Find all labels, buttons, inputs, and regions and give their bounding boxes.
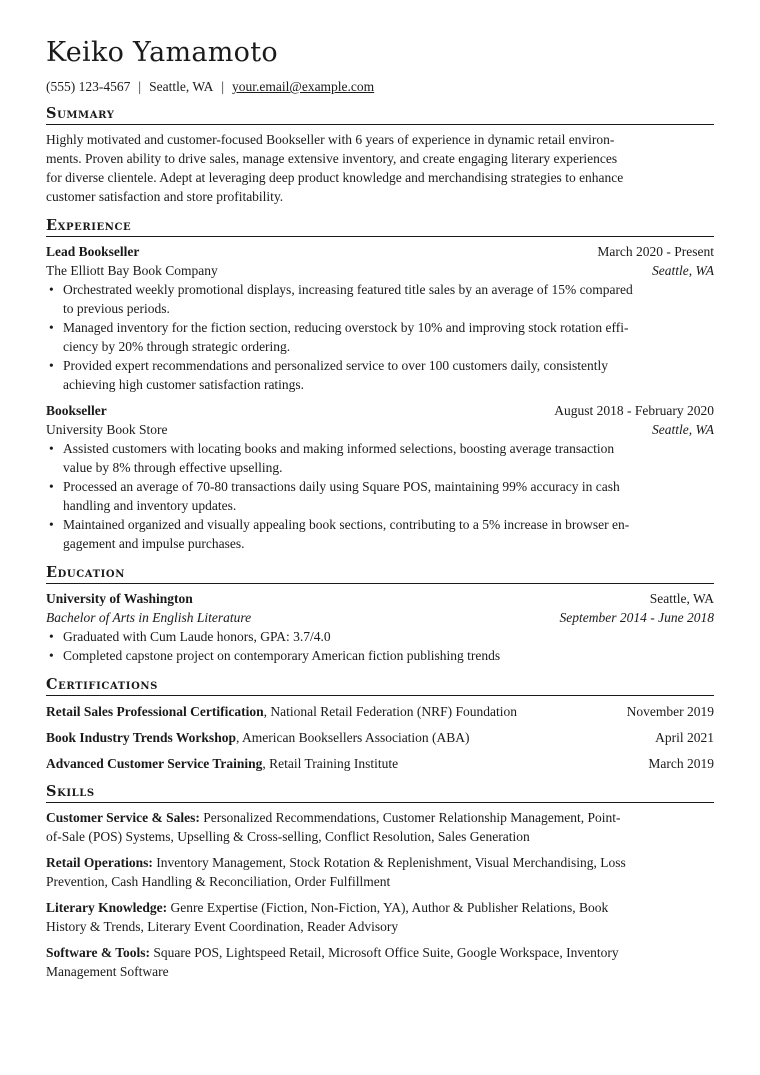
resume-page <box>46 36 714 981</box>
bullet-line: handling and inventory updates. <box>63 498 237 513</box>
phone: (555) 123-4567 <box>46 79 131 94</box>
skill-group <box>46 898 714 936</box>
job-location: Seattle, WA <box>651 422 714 437</box>
summary-text <box>46 130 714 206</box>
certification-date: November 2019 <box>626 704 714 719</box>
section-title-skills: Skills <box>46 783 714 803</box>
certification-item <box>46 702 714 721</box>
skill-label: Literary Knowledge: <box>46 900 168 915</box>
job-bullet <box>46 356 714 394</box>
bullet-glyph: • <box>49 479 54 494</box>
section-title-summary: Summary <box>46 105 714 125</box>
certification-item <box>46 754 714 773</box>
skill-text: Prevention, Cash Handling & Reconciliation, Order Fulfillment <box>46 874 391 889</box>
bullet-line: Maintained organized and visually appealing book sections, contributing to a 5% increase in browser en- <box>63 517 630 532</box>
certification-date: March 2019 <box>648 756 714 771</box>
summary-line: ments. Proven ability to drive sales, manage extensive inventory, and create engaging literary experiences <box>46 151 618 166</box>
job-role: Bookseller <box>46 403 107 418</box>
bullet-glyph: • <box>49 629 54 644</box>
skill-group <box>46 808 714 846</box>
certification-org: , National Retail Federation (NRF) Foundation <box>263 704 518 719</box>
summary-line: for diverse clientele. Adept at leveraging deep product knowledge and merchandising strategies to enhance <box>46 170 624 185</box>
certification-date: April 2021 <box>655 730 714 745</box>
job-bullet <box>46 477 714 515</box>
summary-section <box>46 105 714 206</box>
job-bullet <box>46 439 714 477</box>
skill-text: Management Software <box>46 964 169 979</box>
contact-separator: | <box>138 79 142 94</box>
bullet-line: Assisted customers with locating books and making informed selections, boosting average transaction <box>63 441 615 456</box>
section-title-experience: Experience <box>46 217 714 237</box>
skill-text: Genre Expertise (Fiction, Non-Fiction, YA), Author & Publisher Relations, Book <box>167 900 609 915</box>
job-location: Seattle, WA <box>651 263 714 278</box>
certification-org: , American Booksellers Association (ABA) <box>235 730 470 745</box>
school-location: Seattle, WA <box>649 591 714 606</box>
job-bullet <box>46 280 714 318</box>
bullet-glyph: • <box>49 648 54 663</box>
bullet-line: to previous periods. <box>63 301 170 316</box>
bullet-glyph: • <box>49 358 54 373</box>
section-title-certifications: Certifications <box>46 676 714 696</box>
email-link[interactable]: your.email@example.com <box>232 79 375 94</box>
contact-separator: | <box>221 79 225 94</box>
skill-text: Personalized Recommendations, Customer Relationship Management, Point- <box>199 810 621 825</box>
skill-text: of-Sale (POS) Systems, Upselling & Cross-selling, Conflict Resolution, Sales Generation <box>46 829 530 844</box>
job-bullet <box>46 515 714 553</box>
bullet-line: Provided expert recommendations and personalized service to over 100 customers daily, consistently <box>63 358 608 373</box>
certification-org: , Retail Training Institute <box>262 756 399 771</box>
job-entry <box>46 401 714 553</box>
job-company: University Book Store <box>46 422 168 437</box>
job-dates: March 2020 - Present <box>597 244 714 259</box>
summary-line: Highly motivated and customer-focused Bookseller with 6 years of experience in dynamic retail environ- <box>46 132 615 147</box>
location: Seattle, WA <box>149 79 214 94</box>
summary-line: customer satisfaction and store profitability. <box>46 189 284 204</box>
bullet-line: Graduated with Cum Laude honors, GPA: 3.7/4.0 <box>63 629 331 644</box>
experience-section <box>46 217 714 553</box>
degree: Bachelor of Arts in English Literature <box>46 610 252 625</box>
bullet-line: Orchestrated weekly promotional displays, increasing featured title sales by an average of 15% compared <box>63 282 633 297</box>
education-bullet <box>46 646 714 665</box>
skill-label: Retail Operations: <box>46 855 153 870</box>
section-title-education: Education <box>46 564 714 584</box>
bullet-line: achieving high customer satisfaction ratings. <box>63 377 305 392</box>
bullet-line: Completed capstone project on contemporary American fiction publishing trends <box>63 648 501 663</box>
certification-name: Book Industry Trends Workshop <box>46 730 236 745</box>
job-dates: August 2018 - February 2020 <box>554 403 714 418</box>
bullet-line: gagement and impulse purchases. <box>63 536 245 551</box>
bullet-line: Managed inventory for the fiction section, reducing overstock by 10% and improving stock rotation effi- <box>63 320 629 335</box>
bullet-glyph: • <box>49 320 54 335</box>
job-bullet <box>46 318 714 356</box>
candidate-name: Keiko Yamamoto <box>46 37 278 68</box>
skill-group <box>46 853 714 891</box>
certification-item <box>46 728 714 747</box>
bullet-line: Processed an average of 70-80 transactions daily using Square POS, maintaining 99% accuracy in cash <box>63 479 620 494</box>
education-bullet <box>46 627 714 646</box>
skills-section <box>46 783 714 981</box>
certification-name: Retail Sales Professional Certification <box>46 704 264 719</box>
contact-line <box>46 78 714 95</box>
school-name: University of Washington <box>46 591 193 606</box>
job-role: Lead Bookseller <box>46 244 140 259</box>
bullet-line: value by 8% through effective upselling. <box>63 460 283 475</box>
job-entry <box>46 242 714 394</box>
skill-label: Customer Service & Sales: <box>46 810 200 825</box>
skill-text: Inventory Management, Stock Rotation & Replenishment, Visual Merchandising, Loss <box>152 855 626 870</box>
skill-text: History & Trends, Literary Event Coordination, Reader Advisory <box>46 919 399 934</box>
education-dates: September 2014 - June 2018 <box>559 610 714 625</box>
skill-label: Software & Tools: <box>46 945 151 960</box>
job-company: The Elliott Bay Book Company <box>46 263 218 278</box>
bullet-line: ciency by 20% through strategic ordering. <box>63 339 291 354</box>
skill-group <box>46 943 714 981</box>
certifications-section <box>46 676 714 773</box>
skill-text: Square POS, Lightspeed Retail, Microsoft Office Suite, Google Workspace, Inventory <box>150 945 619 960</box>
bullet-glyph: • <box>49 441 54 456</box>
bullet-glyph: • <box>49 517 54 532</box>
bullet-glyph: • <box>49 282 54 297</box>
certification-name: Advanced Customer Service Training <box>46 756 263 771</box>
education-section <box>46 564 714 665</box>
